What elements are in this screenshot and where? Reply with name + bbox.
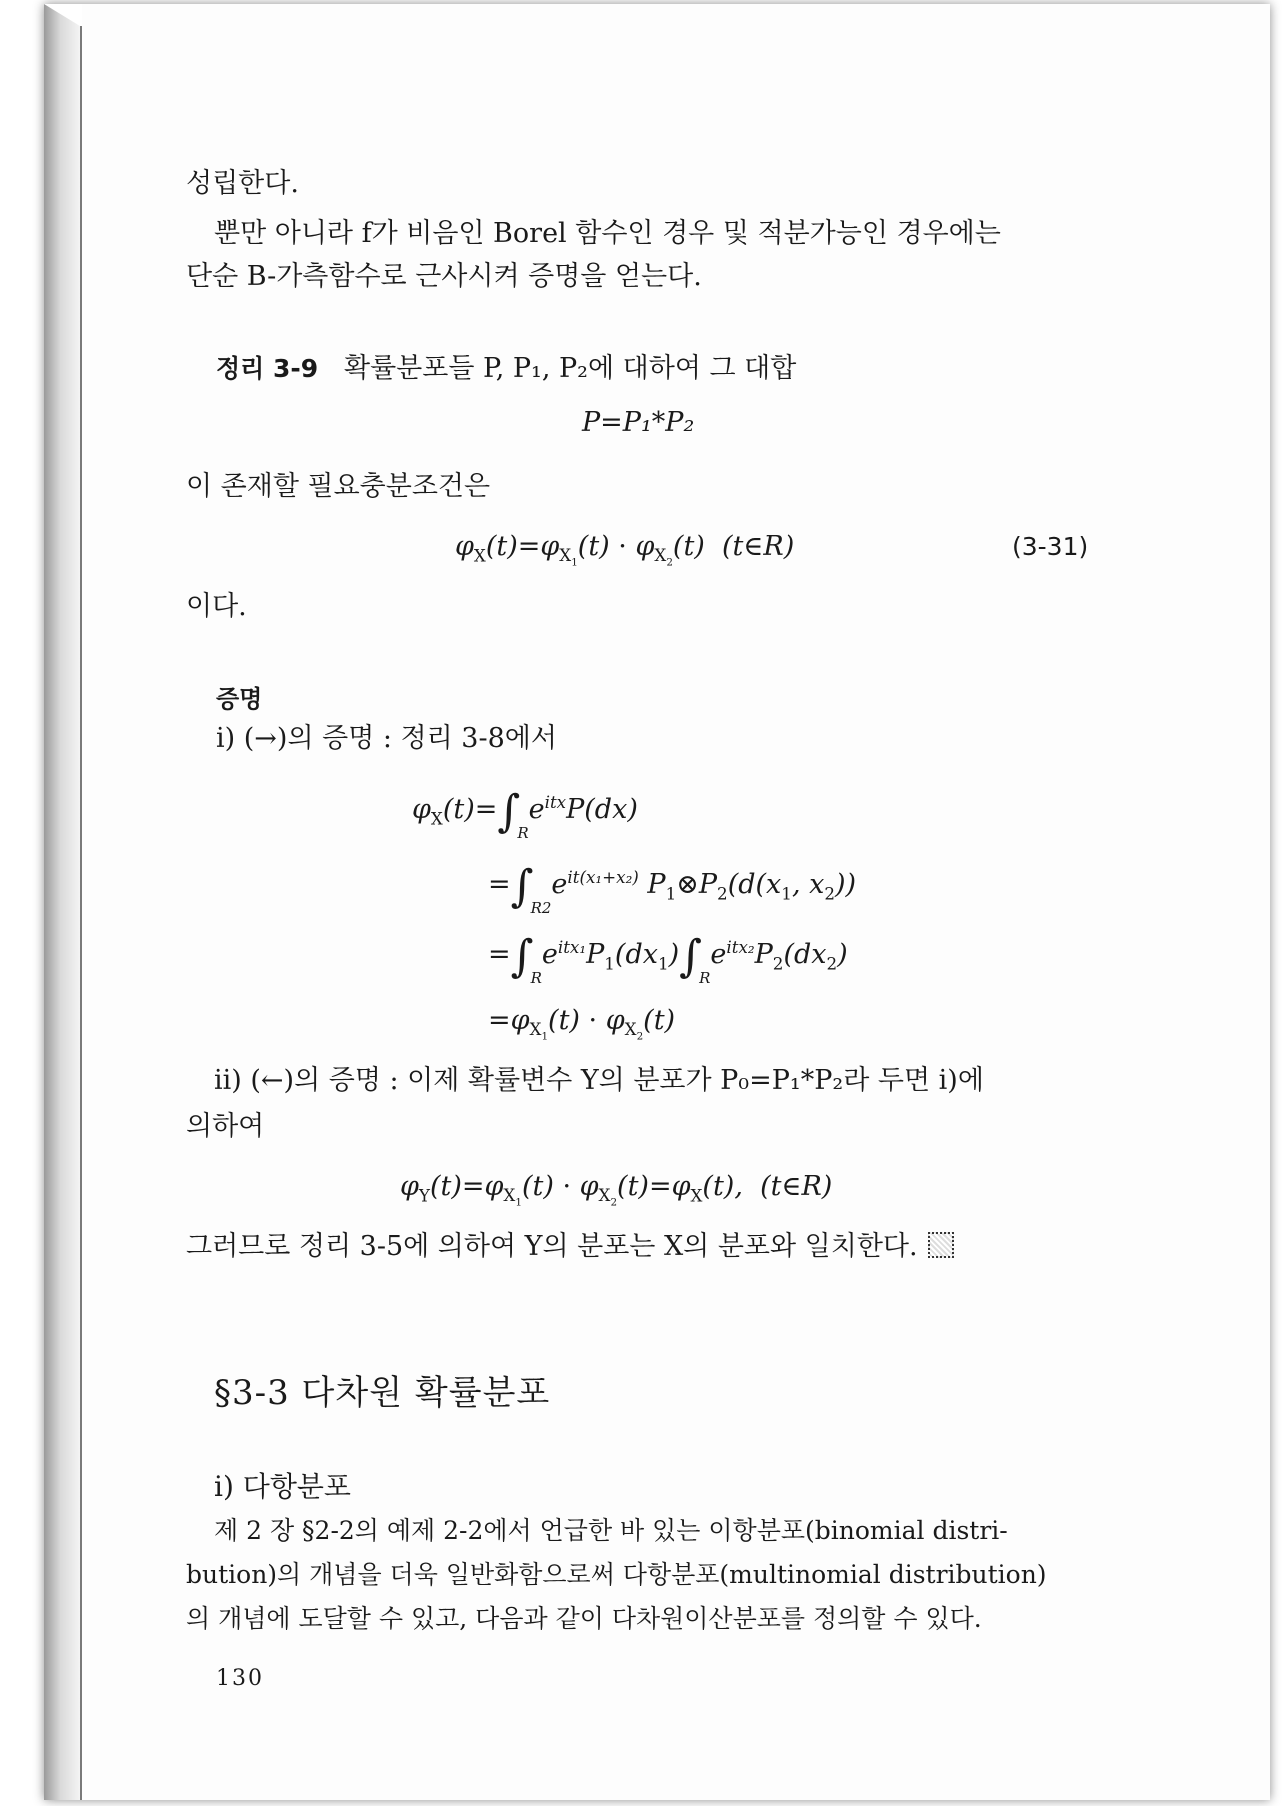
conclusion-line (186, 1230, 954, 1264)
proof-eq-line-1: $\varphi_X(t)=\int_Re^{itx}P(dx)$ (412, 786, 638, 842)
text-line-1: 성립한다. (186, 168, 299, 199)
conclusion-text: 그러므로 정리 3-5에 의하여 Y의 분포는 X의 분포와 일치한다. (186, 1231, 918, 1262)
proof-eq-line-2: $=\int_{R2}e^{it(x_1+x_2)}$ $P_1\otimes P_2(d(x_1$, $x_2$)) (488, 861, 857, 917)
proof-part-ii-line-2: 의하여 (186, 1111, 265, 1142)
equation-number-3-31: (3-31) (1012, 532, 1089, 561)
paragraph-line-2: bution)의 개념을 더욱 일반화함으로써 다항분포(multinomial distribution) (186, 1560, 1047, 1589)
theorem-text: 확률분포들 P, P₁, P₂에 대하여 그 대합 (344, 353, 797, 384)
subsection-heading: i) 다항분포 (214, 1470, 351, 1503)
equation-3-31: $\varphi_X(t)=\varphi_{X_1}(t) \cdot \varphi_{X_2}(t)$ (t∈R) (455, 531, 795, 569)
section-heading: §3-3 다차원 확률분포 (214, 1373, 551, 1413)
qed-box-icon (928, 1232, 954, 1258)
theorem-equation: P=P₁*P₂ (582, 407, 695, 438)
proof-title: 증명 (216, 685, 263, 713)
paragraph-line-3: 의 개념에 도달할 수 있고, 다음과 같이 다차원이산분포를 정의할 수 있다. (186, 1604, 982, 1633)
proof-eq-line-4: $=\varphi_{X_1}(t) \cdot \varphi_{X_2}(t)$ (488, 1005, 676, 1043)
book-spine (44, 4, 80, 1800)
page-number: 130 (216, 1666, 264, 1691)
paragraph-line-1: 제 2 장 §2-2의 예제 2-2에서 언급한 바 있는 이항분포(binomial distri- (214, 1516, 1008, 1545)
text-line-ida: 이다. (186, 591, 247, 622)
proof-eq-line-3: $=\int_Re^{itx_1}P_1(dx_1)\int_Re^{itx_2}P_2(dx_2)$ (488, 931, 848, 987)
text-line-3: 단순 B-가측함수로 근사시켜 증명을 얻는다. (186, 261, 702, 292)
proof-part-ii-line-1: ii) (←)의 증명 : 이제 확률변수 Y의 분포가 P₀=P₁*P₂라 두면 i)에 (214, 1065, 984, 1096)
proof-eq-ii: $\varphi_Y(t)=\varphi_{X_1}(t) \cdot \varphi_{X_2}(t)=\varphi_X(t)$, (t∈R) (400, 1171, 833, 1209)
theorem-condition: 이 존재할 필요충분조건은 (186, 471, 491, 502)
proof-part-i: i) (→)의 증명 : 정리 3-8에서 (216, 723, 557, 754)
text-line-2: 뿐만 아니라 f가 비음인 Borel 함수인 경우 및 적분가능인 경우에는 (214, 218, 1001, 249)
theorem-label: 정리 3-9 (216, 354, 319, 383)
